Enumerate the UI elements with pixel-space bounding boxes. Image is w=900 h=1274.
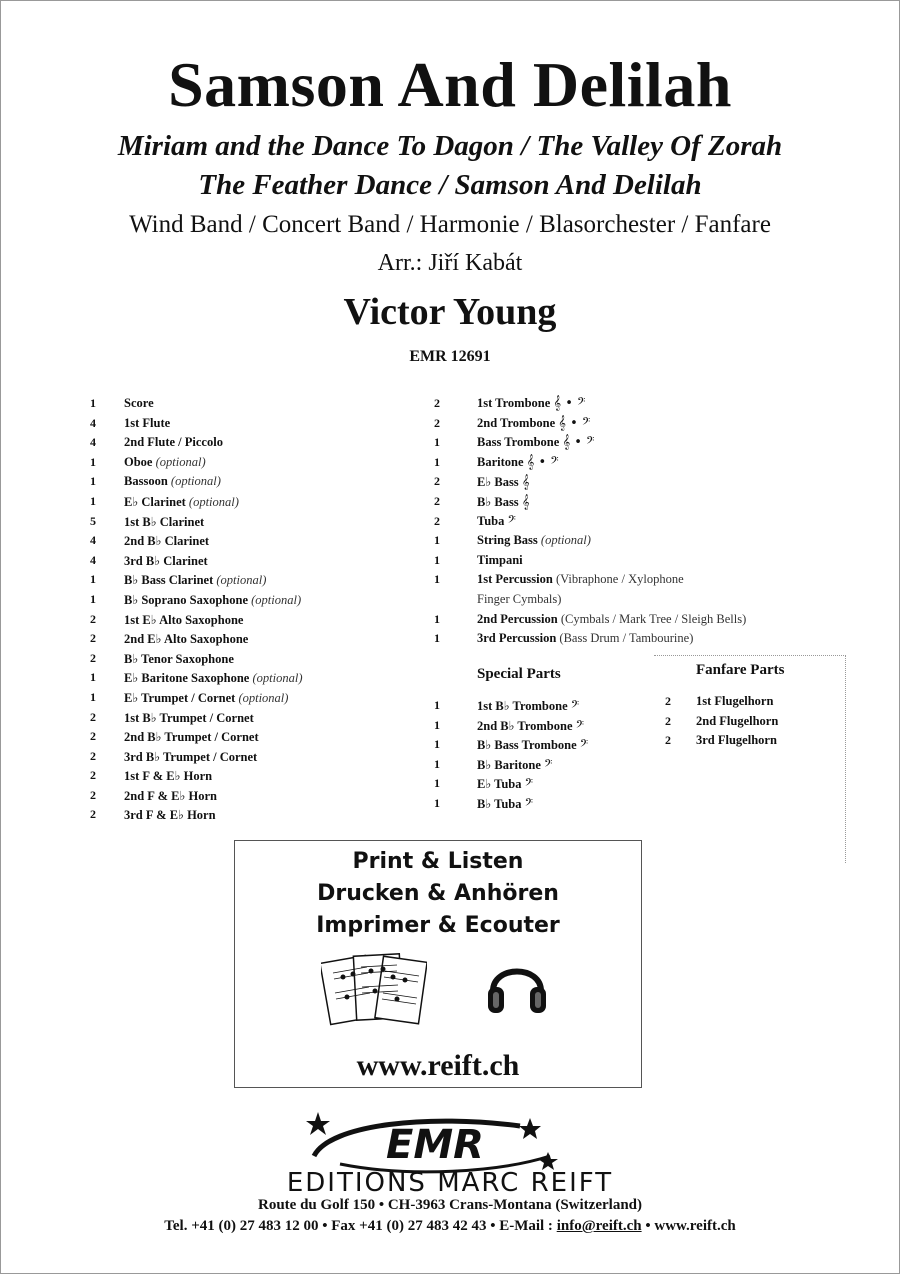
part-quantity: 1 [434, 435, 440, 450]
part-row [434, 531, 834, 551]
part-name [477, 631, 693, 646]
part-row [90, 512, 420, 532]
part-name-text: 3rd Percussion [477, 631, 557, 646]
part-quantity: 2 [90, 729, 96, 744]
part-row [434, 794, 654, 814]
contact-website[interactable]: • www.reift.ch [641, 1218, 736, 1234]
part-name [477, 796, 533, 812]
part-name [124, 729, 259, 745]
part-name-text: E♭ Clarinet [124, 494, 186, 509]
fanfare-parts-box [654, 655, 846, 863]
publisher-contact [0, 1218, 900, 1235]
part-quantity: 5 [90, 513, 96, 528]
part-row [90, 805, 420, 825]
part-quantity: 1 [434, 454, 440, 469]
part-row [90, 590, 420, 610]
part-quantity: 2 [90, 611, 96, 626]
part-name [124, 553, 208, 569]
part-quantity: 2 [434, 474, 440, 489]
part-quantity: 2 [90, 709, 96, 724]
part-row [434, 716, 654, 736]
part-name-text: E♭ Trumpet / Cornet [124, 690, 236, 705]
part-name-text: 1st Trombone [477, 396, 551, 410]
part-quantity: 2 [665, 694, 671, 708]
clef-icon: 𝄞 • 𝄢 [562, 435, 595, 451]
part-quantity: 1 [434, 572, 440, 587]
part-name [477, 757, 552, 773]
part-name [477, 396, 585, 411]
part-name-text: 2nd B♭ Trumpet / Cornet [124, 730, 259, 745]
part-name-text: B♭ Bass [477, 494, 519, 509]
part-row [90, 747, 420, 767]
part-detail: (Bass Drum / Tambourine) [559, 631, 694, 646]
ensemble-line: Wind Band / Concert Band / Harmonie / Blasorchester / Fanfare [129, 211, 771, 238]
part-row [90, 531, 420, 551]
part-row [90, 649, 420, 669]
part-quantity: 1 [434, 631, 440, 646]
part-quantity: 1 [90, 670, 96, 685]
part-quantity: 2 [434, 493, 440, 508]
part-row [434, 472, 834, 492]
part-name-text: 1st B♭ Trumpet / Cornet [124, 710, 254, 725]
part-row [434, 774, 654, 794]
part-name [124, 572, 266, 588]
publisher-name: EDITIONS MARC REIFT [286, 1168, 614, 1198]
promo-line-french: Imprimer & Ecouter [316, 913, 560, 938]
part-row [90, 492, 420, 512]
part-quantity: 2 [434, 415, 440, 430]
part-name-text: 1st B♭ Clarinet [124, 514, 205, 529]
part-row [90, 727, 420, 747]
part-name [124, 710, 254, 726]
part-name [124, 651, 234, 667]
part-row [90, 668, 420, 688]
clef-icon: 𝄢 [524, 796, 533, 812]
part-name-text: B♭ Baritone [477, 757, 541, 772]
part-quantity: 2 [90, 631, 96, 646]
part-optional-note: (optional) [238, 690, 289, 705]
part-name [124, 631, 248, 647]
part-quantity: 4 [90, 435, 96, 450]
catalog-number: EMR 12691 [409, 348, 491, 365]
part-name [124, 474, 221, 489]
part-name [477, 474, 530, 490]
subtitle-line-1: Miriam and the Dance To Dagon / The Valley Of Zorah [117, 130, 783, 162]
part-row [434, 492, 834, 512]
part-row [434, 755, 654, 775]
clef-icon: 𝄢 [544, 757, 553, 773]
part-name [477, 776, 533, 792]
sheet-music-icon [321, 949, 427, 1029]
part-quantity: 2 [434, 396, 440, 410]
clef-icon: 𝄞 [521, 494, 530, 510]
part-optional-note: (optional) [252, 671, 303, 686]
part-name [124, 494, 239, 510]
part-name-text: 1st F & E♭ Horn [124, 769, 213, 784]
part-quantity: 1 [434, 698, 440, 712]
part-row [90, 551, 420, 571]
part-quantity: 1 [434, 552, 440, 567]
promo-website-link[interactable]: www.reift.ch [356, 1049, 520, 1082]
part-name-text: Timpani [477, 552, 523, 567]
clef-icon: 𝄢 [579, 738, 589, 754]
fanfare-parts-list [665, 692, 845, 751]
part-name-text: E♭ Tuba [477, 777, 522, 792]
part-name [477, 612, 746, 627]
part-quantity: 2 [90, 748, 96, 763]
print-listen-box[interactable] [234, 840, 642, 1088]
part-row [90, 414, 420, 434]
part-row [665, 731, 845, 751]
part-name-text: 2nd B♭ Trombone [477, 718, 573, 733]
part-optional-note: (optional) [216, 573, 267, 588]
part-row [434, 696, 654, 716]
part-name-text: 2nd E♭ Alto Saxophone [124, 632, 249, 647]
part-name-text: B♭ Tuba [477, 796, 522, 811]
headphones-icon [485, 951, 549, 1017]
part-name-text: 2nd Flugelhorn [696, 713, 779, 728]
part-name-text: 3rd F & E♭ Horn [124, 808, 216, 823]
clef-icon: 𝄢 [575, 718, 584, 734]
part-name [124, 788, 217, 804]
part-name [124, 416, 170, 431]
part-row [90, 688, 420, 708]
part-name [477, 533, 591, 548]
part-name [696, 714, 778, 729]
part-row [90, 766, 420, 786]
part-row [90, 394, 420, 414]
part-quantity: 4 [90, 415, 96, 430]
part-quantity: 2 [665, 733, 671, 748]
clef-icon: 𝄢 [524, 777, 533, 793]
clef-icon: 𝄢 [507, 513, 516, 529]
part-name-text: B♭ Soprano Saxophone [124, 592, 248, 607]
part-row [665, 712, 845, 732]
part-name-text: 3rd Flugelhorn [696, 733, 777, 748]
promo-line-english: Print & Listen [352, 849, 524, 874]
part-name [477, 718, 584, 734]
part-name-text: Baritone [477, 454, 524, 469]
clef-icon: 𝄞 • 𝄢 [558, 415, 591, 431]
emr-logo-text: EMR [386, 1122, 484, 1168]
part-detail: (Cymbals / Mark Tree / Sleigh Bells) [560, 611, 747, 626]
part-row [434, 610, 834, 630]
part-quantity: 4 [90, 552, 96, 567]
part-name [696, 733, 777, 748]
part-optional-note: (optional) [251, 592, 302, 607]
part-quantity: 2 [665, 713, 671, 728]
special-parts-list [434, 696, 654, 814]
part-name-text: 2nd Flute / Piccolo [124, 435, 223, 450]
part-name [124, 612, 243, 628]
part-row [90, 786, 420, 806]
contact-email-link[interactable]: info@reift.ch [556, 1218, 642, 1234]
promo-line-german: Drucken & Anhören [317, 881, 559, 906]
part-name-text: B♭ Tenor Saxophone [124, 651, 234, 666]
part-name-text: Bassoon [124, 474, 168, 489]
part-row [434, 394, 834, 414]
part-name-text: E♭ Bass [477, 475, 519, 490]
part-name [124, 455, 206, 470]
part-row [434, 433, 834, 453]
part-name-text: 2nd Trombone [477, 415, 556, 430]
part-row [434, 512, 834, 532]
part-quantity: 1 [434, 611, 440, 626]
part-quantity: 1 [90, 591, 96, 606]
clef-icon: 𝄞 • 𝄢 [526, 454, 559, 470]
part-row [90, 433, 420, 453]
part-quantity: 2 [90, 787, 96, 802]
page-title: Samson And Delilah [168, 49, 732, 120]
part-row [90, 453, 420, 473]
part-name [477, 514, 516, 529]
contact-phone-fax: Tel. +41 (0) 27 483 12 00 • Fax +41 (0) 27 483 42 43 • E-Mail : [164, 1218, 557, 1234]
fanfare-parts-heading: Fanfare Parts [696, 662, 785, 678]
part-row [90, 570, 420, 590]
part-name-text: 3rd B♭ Trumpet / Cornet [124, 749, 258, 764]
clef-icon: 𝄞 [521, 475, 530, 491]
part-optional-note: (optional) [540, 533, 591, 548]
part-optional-note: (optional) [170, 474, 221, 489]
part-optional-note: (optional) [155, 454, 206, 469]
part-quantity: 2 [90, 650, 96, 665]
composer-name: Victor Young [343, 291, 557, 333]
part-name [477, 553, 523, 568]
parts-list-right [434, 394, 834, 649]
part-quantity: 1 [434, 533, 440, 548]
part-name [124, 807, 216, 823]
parts-list-left [90, 394, 420, 825]
part-name-text: Score [124, 396, 154, 410]
part-name [124, 533, 209, 549]
part-name-text: E♭ Baritone Saxophone [124, 671, 250, 686]
part-row [90, 629, 420, 649]
part-detail-continuation: Finger Cymbals) [477, 591, 562, 606]
clef-icon: 𝄞 • 𝄢 [553, 396, 586, 411]
part-row-continuation [434, 590, 834, 610]
part-name [124, 690, 288, 706]
part-name-text: 2nd B♭ Clarinet [124, 534, 210, 549]
part-name [124, 592, 301, 608]
part-quantity: 2 [90, 768, 96, 783]
part-name [477, 737, 588, 753]
part-name-text: 1st Flute [124, 415, 171, 430]
part-name [124, 435, 223, 450]
part-quantity: 1 [90, 454, 96, 469]
part-quantity: 1 [90, 474, 96, 489]
part-name-text: 1st Percussion [477, 572, 553, 587]
part-quantity: 1 [90, 689, 96, 704]
part-row [434, 735, 654, 755]
part-name [124, 514, 204, 530]
part-name-text: Oboe [124, 454, 153, 469]
part-quantity: 1 [434, 776, 440, 791]
part-quantity: 1 [90, 572, 96, 587]
clef-icon: 𝄢 [570, 699, 580, 714]
part-name [477, 494, 530, 510]
part-name [477, 455, 559, 470]
part-row [90, 708, 420, 728]
part-quantity: 4 [90, 533, 96, 548]
part-row [434, 453, 834, 473]
special-parts-heading: Special Parts [477, 666, 561, 682]
arranger-credit: Arr.: Jiří Kabát [377, 250, 523, 276]
part-name [124, 396, 154, 411]
part-name [477, 698, 579, 714]
part-quantity: 1 [434, 756, 440, 771]
part-name-text: Tuba [477, 513, 505, 528]
part-name-text: Bass Trombone [477, 435, 560, 450]
part-name-text: 1st E♭ Alto Saxophone [124, 612, 244, 627]
part-quantity: 1 [90, 396, 96, 410]
part-row [434, 570, 834, 590]
part-name-text: 2nd F & E♭ Horn [124, 788, 217, 803]
part-name-text: 1st B♭ Trombone [477, 699, 568, 713]
part-name [477, 572, 684, 587]
part-row [434, 414, 834, 434]
part-name-text: 3rd B♭ Clarinet [124, 553, 208, 568]
part-row [434, 629, 834, 649]
part-quantity: 1 [90, 493, 96, 508]
part-row [90, 472, 420, 492]
part-row [665, 692, 845, 712]
part-quantity: 1 [434, 795, 440, 810]
part-name [124, 670, 303, 686]
part-name [696, 694, 773, 709]
part-name [477, 416, 590, 431]
part-name-text: B♭ Bass Trombone [477, 738, 577, 753]
part-detail: (Vibraphone / Xylophone [555, 572, 684, 587]
part-name-text: B♭ Bass Clarinet [124, 573, 214, 588]
part-name [124, 749, 257, 765]
part-name [124, 768, 212, 784]
part-row [434, 551, 834, 571]
publisher-address: Route du Golf 150 • CH-3963 Crans-Montana (Switzerland) [258, 1197, 642, 1213]
part-row [90, 610, 420, 630]
part-name-text: 2nd Percussion [477, 611, 558, 626]
part-quantity: 2 [434, 513, 440, 528]
subtitle-line-2: The Feather Dance / Samson And Delilah [198, 169, 702, 201]
part-optional-note: (optional) [188, 494, 239, 509]
part-quantity: 2 [90, 807, 96, 822]
part-quantity: 1 [434, 717, 440, 732]
part-name [477, 435, 594, 450]
part-name-text: 1st Flugelhorn [696, 694, 774, 708]
part-name-text: String Bass [477, 533, 538, 548]
part-quantity: 1 [434, 737, 440, 752]
